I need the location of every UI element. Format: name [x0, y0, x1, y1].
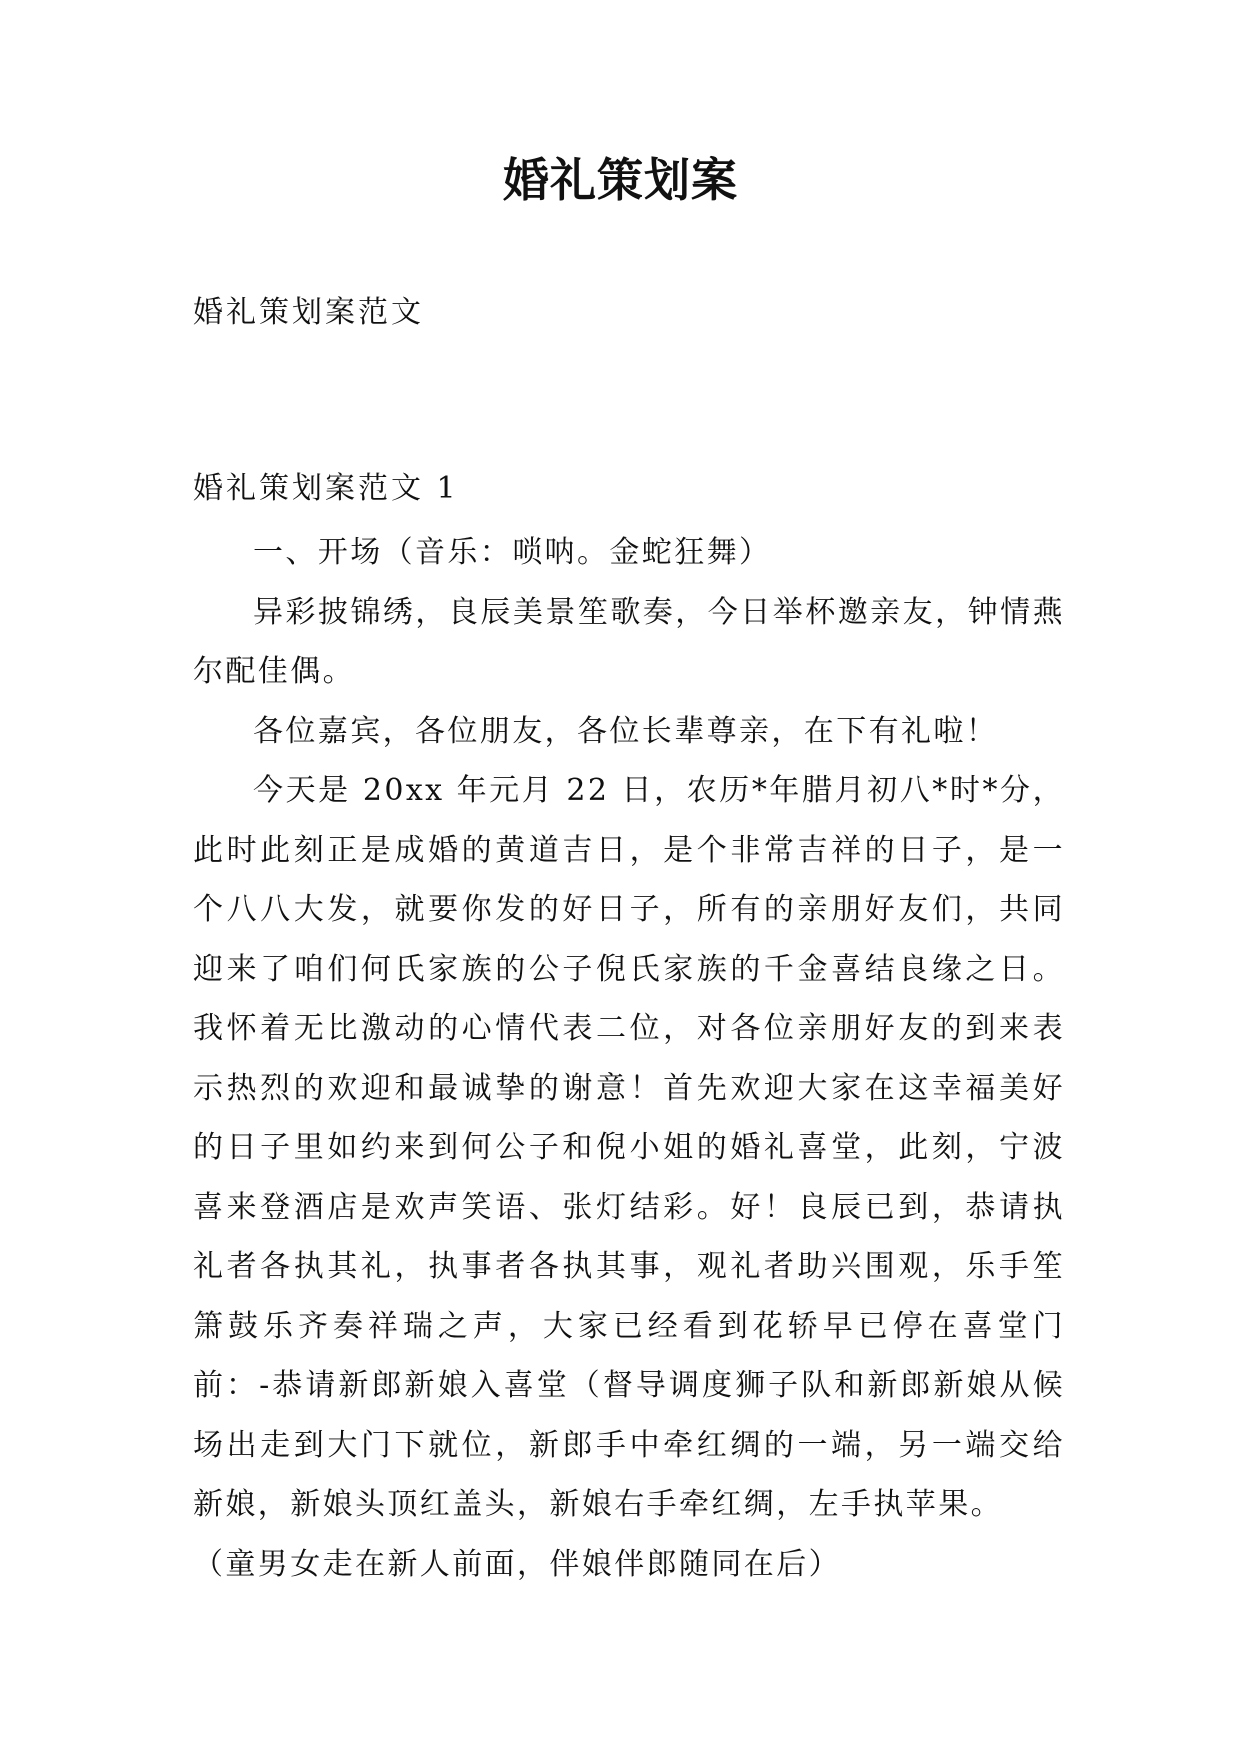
section-heading: 婚礼策划案范文 1 [193, 471, 459, 506]
paragraph-opening: 一、开场（音乐：唢呐。金蛇狂舞） [253, 535, 772, 570]
paragraph-verse: 异彩披锦绣，良辰美景笙歌奏，今日举杯邀亲友，钟情燕尔配佳偶。 [193, 594, 1065, 689]
document-subtitle: 婚礼策划案范文 [193, 295, 424, 330]
paragraph-greeting: 各位嘉宾，各位朋友，各位长辈尊亲，在下有礼啦！ [253, 713, 999, 749]
document-body [193, 523, 1065, 1594]
paragraph-note: （童男女走在新人前面，伴娘伴郎随同在后） [193, 1546, 841, 1582]
document-title: 婚礼策划案 [503, 153, 738, 207]
paragraph-main: 今天是 20xx 年元月 22 日，农历*年腊月初八*时*分，此时此刻正是成婚的黄道吉日，是个非常吉祥的日子，是一个八八大发，就要你发的好日子，所有的亲朋好友们，共同迎来了咱们何氏家族的公子倪氏家族的千金喜结良缘之日。我怀着无比激动的心情代表二位，对各位亲朋好友的到来表示热烈的欢迎和最诚挚的谢意！首先欢迎大家在这幸福美好的日子里如约来到何公子和倪小姐的婚礼喜堂，此刻，宁波喜来登酒店是欢声笑语、张灯结彩。好！良辰已到，恭请执礼者各执其礼，执事者各执其事，观礼者助兴围观，乐手笙箫鼓乐齐奏祥瑞之声，大家已经看到花轿早已停在喜堂门前：-恭请新郎新娘入喜堂（督导调度狮子队和新郎新娘从候场出走到大门下就位，新郎手中牵红绸的一端，另一端交给新娘，新娘头顶红盖头，新娘右手牵红绸，左手执苹果。 [193, 773, 1065, 1522]
